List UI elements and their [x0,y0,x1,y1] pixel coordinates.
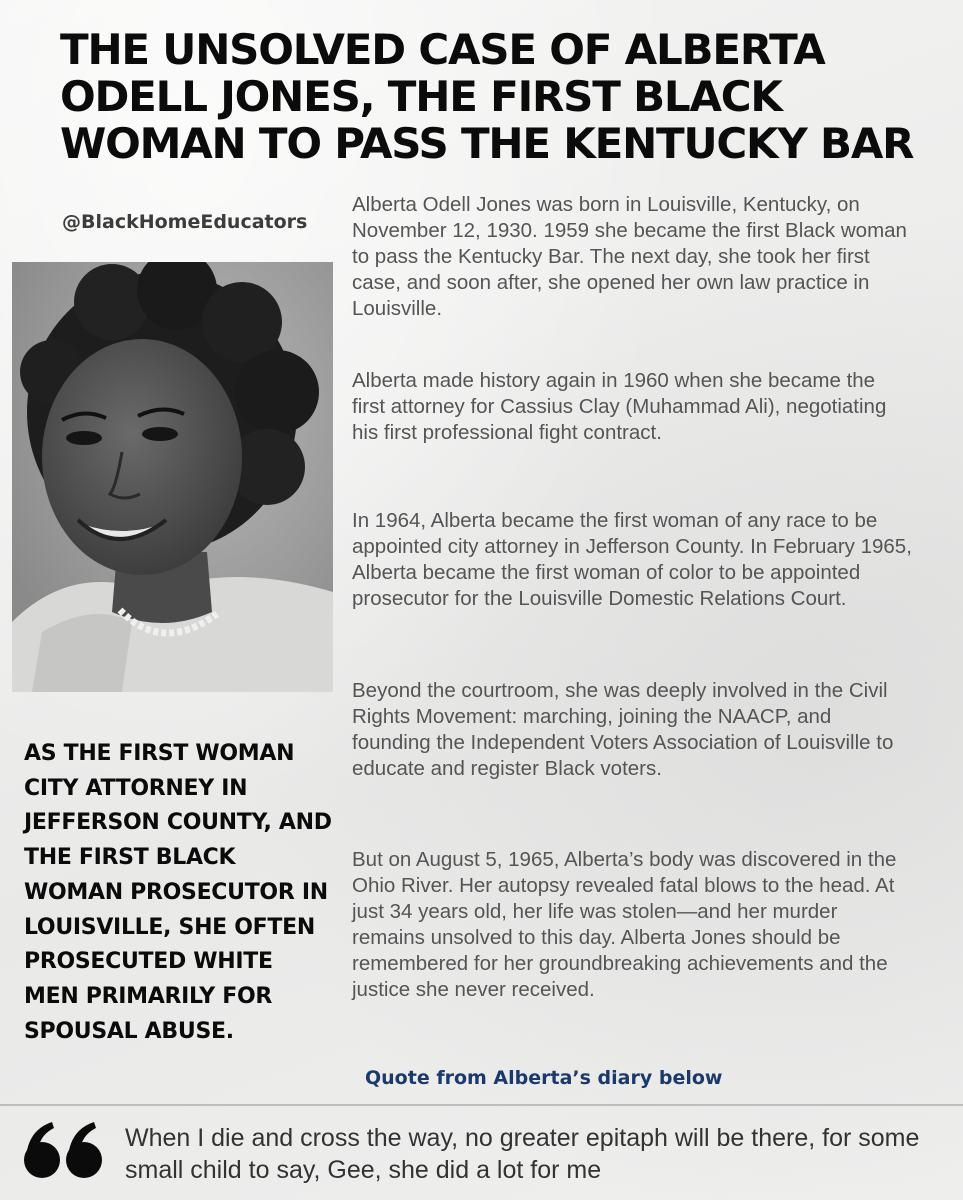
quote-mark-icon [22,1118,108,1180]
diary-quote: When I die and cross the way, no greater epitaph will be there, for some small child to say, Gee, she did a lot for me [125,1124,920,1184]
paragraph-city-attorney: In 1964, Alberta became the first woman of any race to be appointed city attorney in Jefferson County. In February 1965, Alberta became the first woman of color to be appointed prosecutor for the Louisville Domestic Relations Court. [352,509,912,610]
callout-text: AS THE FIRST WOMAN CITY ATTORNEY IN JEFFERSON COUNTY, AND THE FIRST BLACK WOMAN PROSECUTOR IN LOUISVILLE, SHE OFTEN PROSECUTED WHITE MEN PRIMARILY FOR SPOUSAL ABUSE. [24,741,332,1044]
paragraph-murder: But on August 5, 1965, Alberta’s body was discovered in the Ohio River. Her autopsy revealed fatal blows to the head. At just 34 years old, her life was stolen—and her murder remains unsolved to this day. Alberta Jones should be remembered for her groundbreaking achievements and the justice she never received. [352,848,897,1001]
paragraph-birth: Alberta Odell Jones was born in Louisville, Kentucky, on November 12, 1930. 1959 she became the first Black woman to pass the Kentucky Bar. The next day, she took her first case, and soon after, she opened her own law practice in Louisville. [352,193,907,320]
page-title: THE UNSOLVED CASE OF ALBERTA ODELL JONES, THE FIRST BLACK WOMAN TO PASS THE KENTUCKY BAR [60,25,914,168]
portrait-photo [12,262,333,692]
paragraph-cassius-clay: Alberta made history again in 1960 when she became the first attorney for Cassius Clay (Muhammad Ali), negotiating his first professional fight contract. [352,369,887,444]
quote-label: Quote from Alberta’s diary below [365,1067,723,1089]
social-handle: @BlackHomeEducators [62,211,308,233]
paragraph-civil-rights: Beyond the courtroom, she was deeply involved in the Civil Rights Movement: marching, joining the NAACP, and founding the Independent Voters Association of Louisville to educate and register Black voters. [352,679,894,780]
divider [0,1104,963,1106]
